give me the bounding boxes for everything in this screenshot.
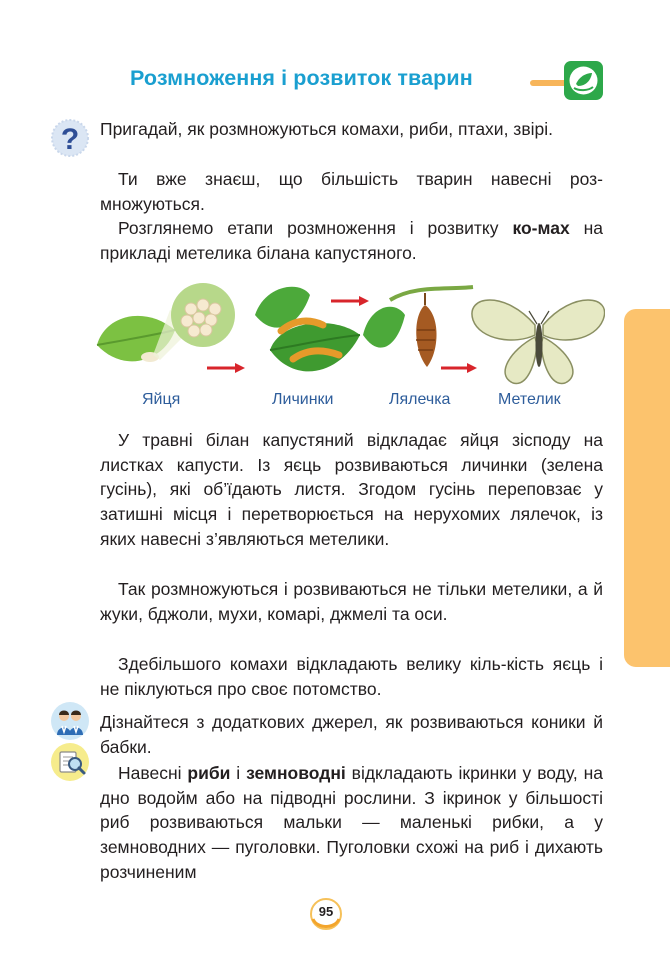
arrow-2 <box>331 296 369 306</box>
leaf-hands-icon <box>564 61 603 100</box>
paragraph-6: Навесні риби і земноводні відкладають ікринки у воду, на дно водойм або на підводні рослини. З ікринок у більшості риб розвиваються мальки — маленькі рибки, а у земноводних — пуголовки. Пуголовки схожі на риб і дихають розчиненим <box>100 763 603 882</box>
butterfly-illustration <box>472 300 605 383</box>
paragraph-3: У травні білан капустяний відкладає яйця зісподу на листках капусти. Із яєць розвиваються личинки (зелена гусінь), які об’їдають листя. Згодом гусінь переповзає у затишні місця і перетворюється на нерухомих лялечок, із яких навесні з’являються метелики. <box>100 430 603 549</box>
eggs-illustration <box>97 283 235 362</box>
arrow-3 <box>441 363 477 373</box>
page-title: Розмноження і розвиток тварин <box>130 66 473 90</box>
page-number: 95 <box>318 904 334 919</box>
students-icon <box>50 701 90 741</box>
paragraph-5: Здебільшого комахи відкладають велику кіль-кість яєць і не піклуються про своє потомство. <box>100 654 603 699</box>
caption-butterfly: Метелик <box>498 391 561 408</box>
magnifier-book-icon <box>50 742 90 782</box>
paragraph-1: Ти вже знаєш, що більшість тварин навесні роз-множуються. <box>100 169 603 214</box>
svg-text:?: ? <box>60 123 80 156</box>
side-tab <box>624 309 670 667</box>
caption-larvae: Личинки <box>272 391 334 408</box>
arrow-1 <box>207 363 245 373</box>
paragraph-2: Розглянемо етапи розмноження і розвитку ко-мах на прикладі метелика білана капустяного. <box>100 218 603 263</box>
question-text: Пригадай, як розмножуються комахи, риби, птахи, звірі. <box>100 119 553 139</box>
paragraph-4: Так розмножуються і розвиваються не тільки метелики, а й жуки, бджоли, мухи, комарі, джмелі та оси. <box>100 579 603 624</box>
caption-pupa: Лялечка <box>389 391 451 408</box>
pupa-illustration <box>363 287 473 367</box>
caterpillars-illustration <box>255 287 360 372</box>
title-accent-bar <box>530 80 568 86</box>
caption-eggs: Яйця <box>142 391 181 408</box>
question-icon <box>50 118 90 158</box>
task-text: Дізнайтеся з додаткових джерел, як розвиваються коники й бабки. <box>100 712 603 757</box>
